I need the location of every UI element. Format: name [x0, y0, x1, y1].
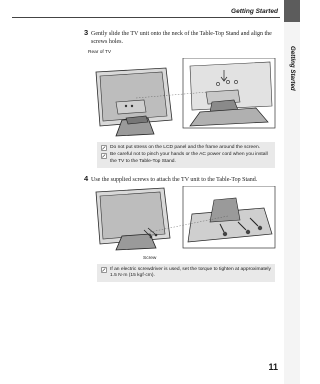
note-icon: [101, 267, 107, 273]
side-tab: [284, 0, 300, 384]
step-3: [84, 28, 277, 46]
note-icon: [101, 153, 107, 159]
header-rule: [12, 17, 280, 18]
step-3-text: Gently slide the TV unit onto the neck of the Table-Top Stand and align the screws holes.: [91, 31, 272, 45]
note-icon: [101, 145, 107, 151]
figure-attach-screws: [88, 186, 278, 256]
side-tab-label: Getting Started: [289, 46, 296, 91]
step-3-number: 3: [84, 28, 89, 37]
note-text: If an electric screwdriver is used, set the torque to tighten at approximately 1.5 N·m (15 kgf·cm).: [110, 267, 271, 279]
note-item: [101, 145, 271, 151]
note-text: Do not put stress on the LCD panel and the frame around the screen.: [110, 145, 261, 150]
figure-tv-onto-stand: [88, 58, 278, 138]
step-4: [84, 174, 277, 184]
note-text: Be careful not to pinch your hands or the AC power cord when you install the TV to the Table-Top Stand.: [110, 152, 268, 164]
page-number: 11: [268, 362, 278, 372]
rear-of-tv-label: Rear of TV: [88, 50, 112, 55]
step-4-text: Use the supplied screws to attach the TV unit to the Table-Top Stand.: [91, 177, 258, 183]
note-box-2: [97, 264, 275, 282]
note-item: [101, 152, 271, 164]
screw-label: Screw: [143, 256, 157, 261]
side-tab-block: [284, 0, 300, 22]
note-box-1: [97, 142, 275, 168]
section-header: Getting Started: [231, 8, 278, 15]
step-4-number: 4: [84, 174, 89, 183]
note-item: [101, 267, 271, 279]
